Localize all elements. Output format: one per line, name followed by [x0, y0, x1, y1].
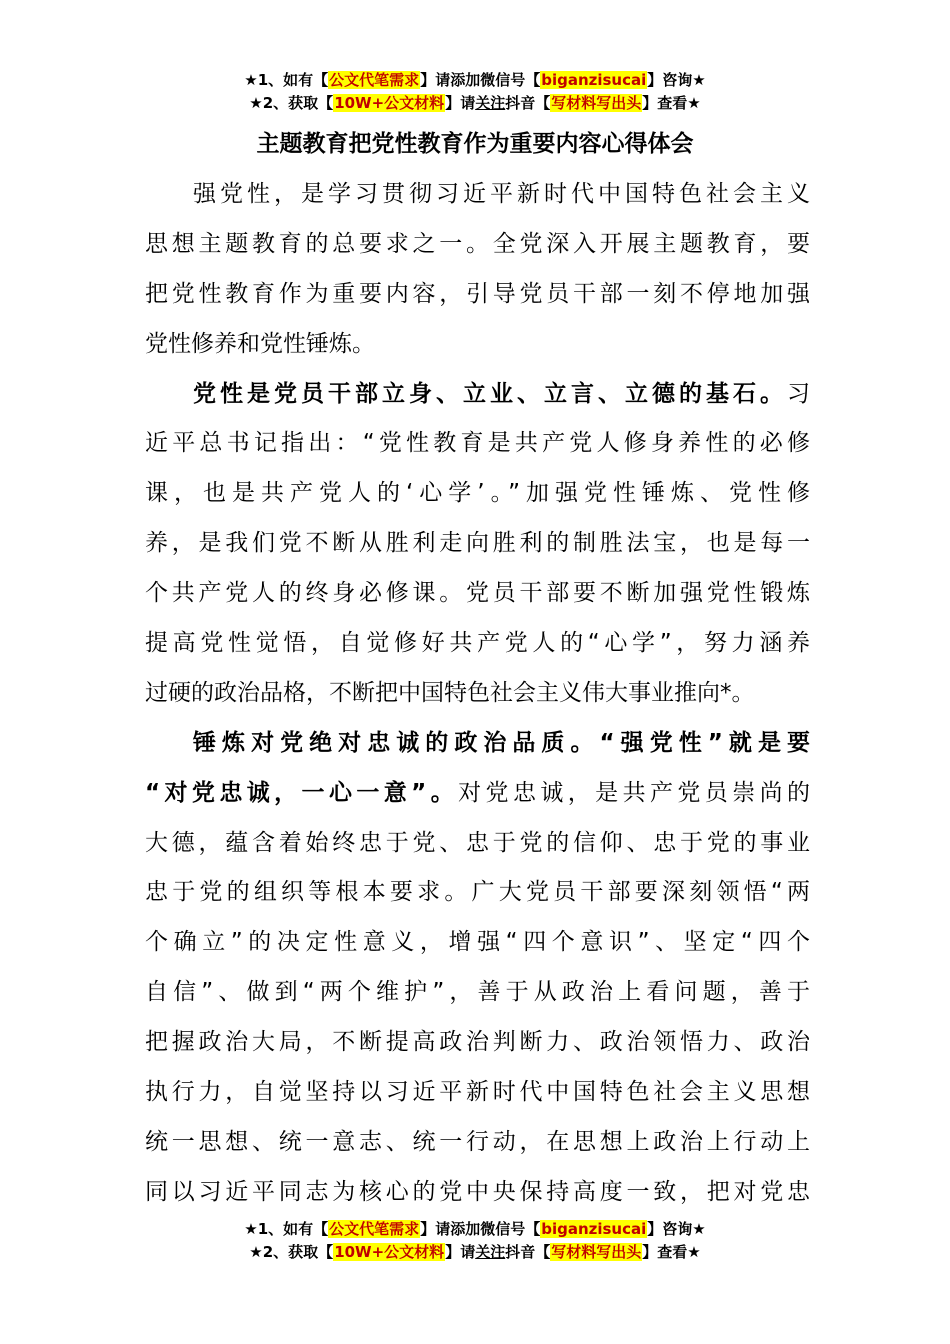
text-line: 提高党性觉悟，自觉修好共产党人的“心学”，努力涵养: [145, 630, 810, 657]
highlight-wechat-id: biganzisucai: [541, 1220, 647, 1238]
text-line: 把党性教育作为重要内容，引导党员干部一刻不停地加强: [145, 280, 810, 307]
highlight-service: 公文代笔需求: [329, 1220, 420, 1238]
document-title: 主题教育把党性教育作为重要内容心得体会: [256, 131, 694, 157]
text-line: 强党性，是学习贯彻习近平新时代中国特色社会主义: [193, 181, 810, 207]
text-line: 大德，蕴含着始终忠于党、忠于党的信仰、忠于党的事业: [145, 829, 810, 856]
text-line: 党性修养和党性锤炼。: [145, 330, 375, 357]
text-line: 近平总书记指出：“党性教育是共产党人修身养性的必修: [145, 430, 810, 457]
text-line: 统一思想、统一意志、统一行动，在思想上政治上行动上: [145, 1128, 810, 1155]
highlight-douyin: 写材料写出头: [551, 1243, 642, 1261]
highlight-materials: 10W+公文材料: [334, 1243, 445, 1261]
text-line: 党性是党员干部立身、立业、立言、立德的基石。习: [193, 380, 810, 407]
text-line: 锤炼对党绝对忠诚的政治品质。“强党性”就是要: [193, 729, 810, 756]
text-line: 个共产党人的终身必修课。党员干部要不断加强党性锻炼: [145, 580, 810, 607]
follow-text: 关注: [475, 94, 506, 112]
footer-notice: [0, 1218, 950, 1264]
text-line: 课，也是共产党人的‘心学’。”加强党性锤炼、党性修: [145, 480, 810, 507]
text-line: 同以习近平同志为核心的党中央保持高度一致，把对党忠: [145, 1178, 810, 1205]
notice-line-2: ★2、获取【10W+公文材料】请关注抖音【写材料写出头】查看★: [249, 94, 701, 112]
highlight-douyin: 写材料写出头: [551, 94, 642, 112]
header-notice: [0, 69, 950, 115]
notice-line-2: ★2、获取【10W+公文材料】请关注抖音【写材料写出头】查看★: [249, 1243, 701, 1261]
highlight-materials: 10W+公文材料: [334, 94, 445, 112]
text-line: 过硬的政治品格，不断把中国特色社会主义伟大事业推向*。: [145, 679, 755, 706]
text-line: 养，是我们党不断从胜利走向胜利的制胜法宝，也是每一: [145, 530, 810, 557]
notice-line-1: ★1、如有【公文代笔需求】请添加微信号【biganzisucai】咨询★: [244, 71, 706, 89]
highlight-service: 公文代笔需求: [329, 71, 420, 89]
text-line: 执行力，自觉坚持以习近平新时代中国特色社会主义思想: [145, 1079, 810, 1106]
follow-text: 关注: [475, 1243, 506, 1261]
highlight-wechat-id: biganzisucai: [541, 71, 647, 89]
text-line: 忠于党的组织等根本要求。广大党员干部要深刻领悟“两: [145, 879, 810, 906]
document-body: [145, 170, 810, 1218]
text-line: 自信”、做到“两个维护”，善于从政治上看问题，善于: [145, 979, 810, 1006]
text-line: 把握政治大局，不断提高政治判断力、政治领悟力、政治: [145, 1029, 810, 1056]
notice-line-1: ★1、如有【公文代笔需求】请添加微信号【biganzisucai】咨询★: [244, 1220, 706, 1238]
text-line: 个确立”的决定性意义，增强“四个意识”、坚定“四个: [145, 929, 810, 956]
text-line: “对党忠诚，一心一意”。对党忠诚，是共产党员崇尚的: [145, 779, 811, 806]
text-line: 思想主题教育的总要求之一。全党深入开展主题教育，要: [145, 230, 810, 257]
